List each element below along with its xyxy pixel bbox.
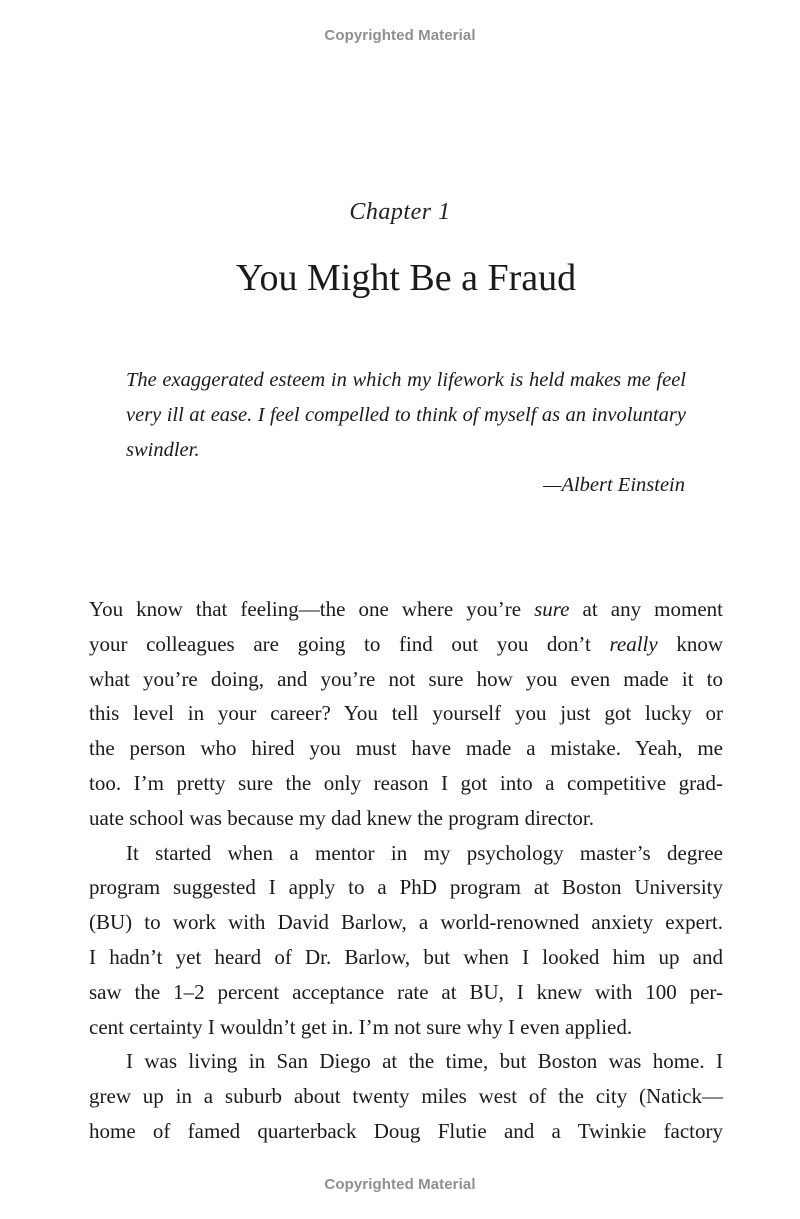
text-line: I hadn’t yet heard of Dr. Barlow, but when I looked him up and	[89, 944, 723, 969]
text-line: what you’re doing, and you’re not sure how you even made it to	[89, 666, 723, 691]
text-line: I was living in San Diego at the time, but Boston was home. I	[126, 1049, 723, 1074]
text-line: saw the 1–2 percent acceptance rate at BU, I knew with 100 per-	[89, 979, 723, 1004]
paragraph-3	[89, 1044, 723, 1148]
text-line: program suggested I apply to a PhD program at Boston University	[89, 875, 723, 900]
text-line: too. I’m pretty sure the only reason I got into a competitive grad-	[89, 770, 723, 795]
text-line: this level in your career? You tell yourself you just got lucky or	[89, 701, 723, 726]
paragraph-1	[89, 592, 723, 836]
paragraph-2	[89, 836, 723, 1045]
chapter-title: You Might Be a Fraud	[235, 257, 577, 299]
text-line: uate school was because my dad knew the program director.	[89, 805, 594, 830]
text-line: You know that feeling—the one where you’re sure at any moment	[89, 597, 723, 621]
text-line: the person who hired you must have made a mistake. Yeah, me	[89, 736, 723, 761]
epigraph-attribution: —Albert Einstein	[543, 474, 685, 496]
chapter-label: Chapter 1	[349, 199, 451, 225]
text-line: home of famed quarterback Doug Flutie and a Twinkie factory	[89, 1118, 723, 1143]
text-line: It started when a mentor in my psychology master’s degree	[126, 840, 723, 865]
watermark-bottom: Copyrighted Material	[324, 1176, 476, 1193]
watermark-top: Copyrighted Material	[324, 27, 476, 44]
epigraph-quote: The exaggerated esteem in which my lifework is held makes me feel very ill at ease. I feel compelled to think of myself as an involuntary swindler.	[126, 369, 686, 461]
text-line: your colleagues are going to find out you don’t really know	[89, 631, 723, 656]
emphasis-sure: sure	[534, 597, 570, 621]
text-line: grew up in a suburb about twenty miles west of the city (Natick—	[89, 1084, 723, 1109]
body-text	[89, 592, 723, 1149]
emphasis-really: really	[609, 631, 658, 656]
text-line: (BU) to work with David Barlow, a world-renowned anxiety expert.	[89, 910, 723, 935]
text-line: cent certainty I wouldn’t get in. I’m not sure why I even applied.	[89, 1014, 633, 1039]
